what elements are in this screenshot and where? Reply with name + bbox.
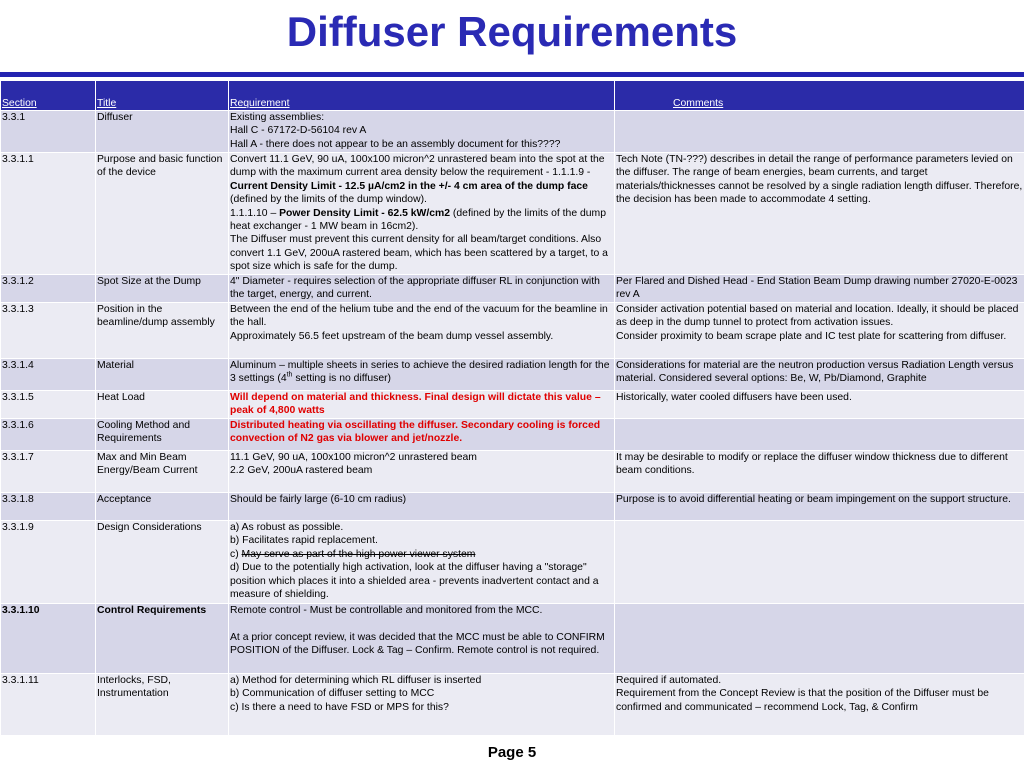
req-bold-text: Current Density Limit - 12.5 µA/cm2 in the +/- 4 cm area of the dump face [230,180,588,192]
req-text: c) [230,548,242,560]
superscript: th [286,371,293,379]
req-line: c) Is there a need to have FSD or MPS for this? [230,701,449,713]
comment-line: Requirement from the Concept Review is that the position of the Diffuser must be confirmed and communicated – recommend Lock, Tag, & Confirm [616,688,989,713]
cell-section: 3.3.1.5 [1,391,96,419]
req-line: b) Communication of diffuser setting to MCC [230,688,435,700]
req-text: setting is no diffuser) [292,373,392,385]
header-section: Section [1,81,96,111]
cell-requirement: Distributed heating via oscillating the diffuser. Secondary cooling is forced convection of N2 gas via blower and jet/nozzle. [229,419,615,451]
cell-section: 3.3.1.2 [1,275,96,303]
table-row [1,604,1024,674]
req-line: b) Facilitates rapid replacement. [230,535,378,547]
blank-line [230,617,613,630]
cell-requirement: 4" Diameter - requires selection of the appropriate diffuser RL in conjunction with the target, energy, and current. [229,275,615,303]
cell-requirement [229,111,615,153]
req-text: 1.1.1.10 – [230,207,280,219]
req-line: At a prior concept review, it was decided that the MCC must be able to CONFIRM POSITION of the Diffuser. Lock & Tag – Confirm. Remote control is not required. [230,631,605,657]
req-bold-text: Power Density Limit - 62.5 kW/cm2 [279,207,451,219]
req-text: Convert 11.1 GeV, 90 uA, 100x100 micron^2 unrastered beam into the spot at the dump with the maximum current area density below the requirement - 1.1.1.9 - [230,154,605,179]
comment-line: Consider activation potential based on material and location. Ideally, it should be placed as deep in the dump tunnel to protect from activation issues. [616,304,1019,329]
page-number: Page 5 [487,744,537,761]
cell-comments [615,111,1024,153]
cell-section: 3.3.1.8 [1,493,96,521]
req-line: d) Due to the potentially high activation, look at the diffuser having a "storage" position which places it into a shielded area - prevents inadvertent contact and a measure of shielding. [230,562,599,601]
cell-comments [615,419,1024,451]
comment-line: Required if automated. [616,675,722,686]
cell-title: Position in the beamline/dump assembly [96,303,229,359]
table-row [1,521,1024,604]
cell-title: Interlocks, FSD, Instrumentation [96,674,229,736]
req-line: Approximately 56.5 feet upstream of the beam dump vessel assembly. [230,330,554,342]
cell-requirement [229,153,615,275]
cell-requirement: Will depend on material and thickness. Final design will dictate this value – peak of 4,800 watts [229,391,615,419]
req-struck-text: May serve as part of the high power viewer system [241,548,476,560]
cell-section: 3.3.1.11 [1,674,96,736]
cell-requirement [229,451,615,493]
cell-title: Purpose and basic function of the device [96,153,229,275]
req-line: Hall C - 67172-D-56104 rev A [230,125,367,137]
comment-line: Consider proximity to beam scrape plate and IC test plate for scattering from diffuser. [616,330,1007,342]
cell-requirement [229,521,615,604]
requirements-table [0,80,1024,736]
table-row [1,451,1024,493]
cell-requirement [229,674,615,736]
table-row [1,275,1024,303]
req-line: Remote control - Must be controllable and monitored from the MCC. [230,605,543,616]
table-row [1,493,1024,521]
req-line: 11.1 GeV, 90 uA, 100x100 micron^2 unrastered beam [230,452,477,463]
cell-section: 3.3.1.4 [1,359,96,391]
title-divider [0,72,1024,77]
req-line: Hall A - there does not appear to be an assembly document for this???? [230,138,561,150]
req-line: Between the end of the helium tube and the end of the vacuum for the beamline in the hall. [230,304,608,329]
req-text: Aluminum – multiple sheets in series to achieve the desired radiation length for the 3 settings (4 [230,360,610,385]
table-header-row [1,81,1024,111]
cell-title: Heat Load [96,391,229,419]
cell-title: Control Requirements [96,604,229,674]
cell-comments: Historically, water cooled diffusers have been used. [615,391,1024,419]
req-text: (defined by the limits of the dump window). [230,194,427,206]
cell-title: Acceptance [96,493,229,521]
cell-requirement: Should be fairly large (6-10 cm radius) [229,493,615,521]
cell-comments: Per Flared and Dished Head - End Station Beam Dump drawing number 27020-E-0023 rev A [615,275,1024,303]
cell-comments [615,674,1024,736]
req-text: (defined by the limits of the dump heat exchanger - 1 MW beam in 16cm2). [230,207,606,233]
cell-title: Diffuser [96,111,229,153]
cell-title: Design Considerations [96,521,229,604]
cell-comments: Purpose is to avoid differential heating or beam impingement on the support structure. [615,493,1024,521]
table-row [1,303,1024,359]
cell-title: Max and Min Beam Energy/Beam Current [96,451,229,493]
req-line: a) As robust as possible. [230,522,344,533]
cell-comments: Considerations for material are the neutron production versus Radiation Length versus material. Considered several options: Be, W, Pb/Diamond, Graphite [615,359,1024,391]
cell-comments: It may be desirable to modify or replace the diffuser window thickness due to different beam conditions. [615,451,1024,493]
cell-section: 3.3.1.6 [1,419,96,451]
table-row [1,419,1024,451]
cell-title: Material [96,359,229,391]
req-line [230,548,613,561]
table-row [1,359,1024,391]
req-line: a) Method for determining which RL diffuser is inserted [230,675,482,686]
slide-title: Diffuser Requirements [286,8,738,55]
table-row [1,153,1024,275]
cell-section: 3.3.1.7 [1,451,96,493]
table-row [1,111,1024,153]
cell-title: Cooling Method and Requirements [96,419,229,451]
req-text: The Diffuser must prevent this current density for all beam/target conditions. Also convert 1.1 GeV, 200uA rastered beam, which has been scattered by a target, to a spot size which is safe for the dump. [230,234,608,273]
table-row [1,674,1024,736]
cell-section: 3.3.1 [1,111,96,153]
cell-section: 3.3.1.3 [1,303,96,359]
cell-comments [615,303,1024,359]
cell-comments [615,604,1024,674]
table-row [1,391,1024,419]
cell-requirement [229,359,615,391]
cell-title: Spot Size at the Dump [96,275,229,303]
header-requirement: Requirement [229,81,615,111]
cell-section: 3.3.1.10 [1,604,96,674]
header-comments: Comments [615,81,1024,111]
req-line: 2.2 GeV, 200uA rastered beam [230,465,373,477]
header-title: Title [96,81,229,111]
cell-requirement [229,303,615,359]
cell-section: 3.3.1.9 [1,521,96,604]
cell-section: 3.3.1.1 [1,153,96,275]
cell-requirement [229,604,615,674]
cell-comments: Tech Note (TN-???) describes in detail the range of performance parameters levied on the diffuser. The range of beam energies, beam currents, and target materials/thicknesses cannot be resolved by a single radiation length diffuser. Therefore, the decision has been made to accommodate 4 setting. [615,153,1024,275]
cell-comments [615,521,1024,604]
req-line: Existing assemblies: [230,112,325,123]
